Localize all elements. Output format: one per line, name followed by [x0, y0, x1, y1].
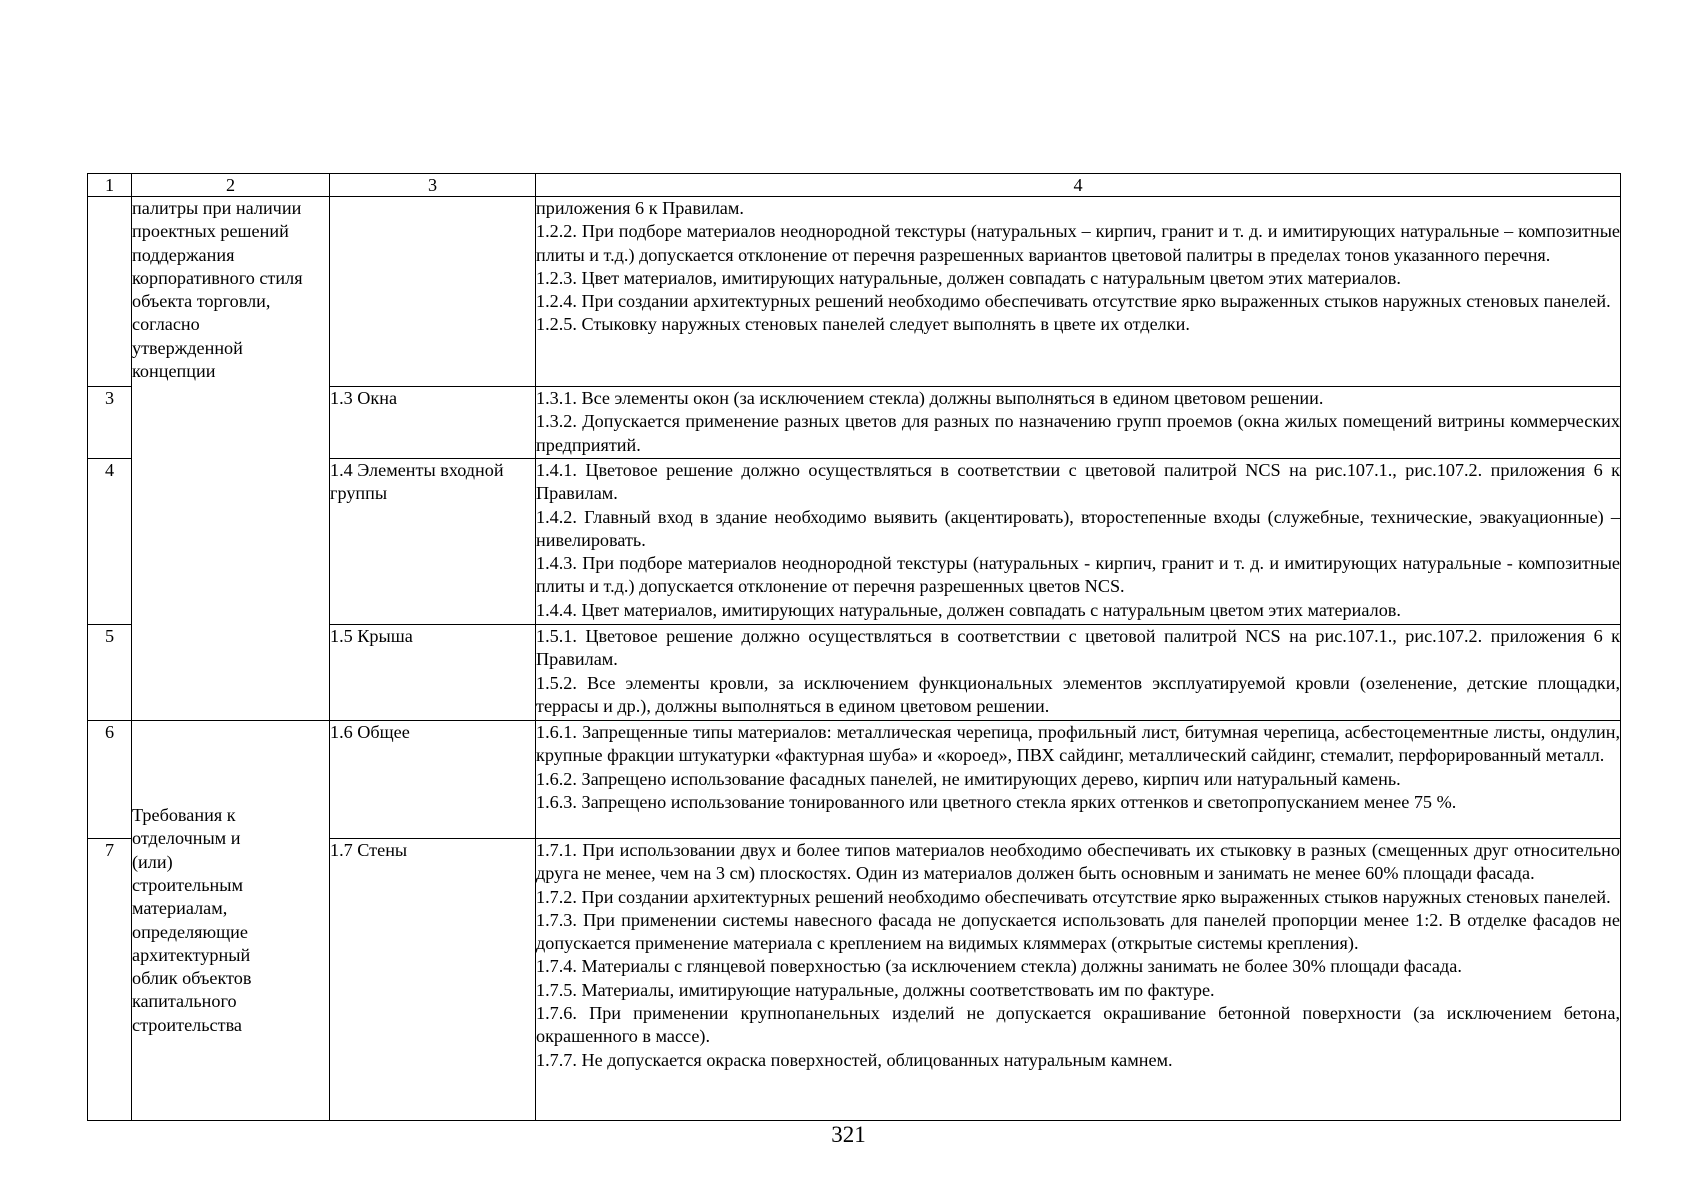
- requirement-item: приложения 6 к Правилам.: [536, 198, 744, 218]
- row-number: [88, 197, 132, 387]
- header-row: [88, 174, 1621, 197]
- section-label: 1.4 Элементы входной группы: [330, 459, 536, 625]
- requirements-cell: [536, 721, 1621, 839]
- requirement-item: 1.2.3. Цвет материалов, имитирующих натуральные, должен совпадать с натуральным цветом этих материалов.: [536, 267, 1401, 288]
- requirement-item: 1.5.2. Все элементы кровли, за исключением функциональных элементов эксплуатируемой кровли (озеленение, детские площадки, террасы и др.), должны выполняться в едином цветовом решении.: [536, 672, 1620, 716]
- group-color-palette: [132, 197, 330, 721]
- group-label: Требования к отделочным и (или) строительным материалам, определяющие архитектурный облик объектов капитального строительства: [132, 805, 252, 1035]
- requirement-item: 1.7.6. При применении крупнопанельных изделий не допускается окрашивание бетонной поверхности (за исключением бетона, окрашенного в массе).: [536, 1003, 1620, 1047]
- requirement-item: 1.7.4. Материалы с глянцевой поверхностью (за исключением стекла) должны занимать не более 30% площади фасада.: [536, 956, 1462, 977]
- section-label: 1.6 Общее: [330, 721, 536, 839]
- row-number: 4: [88, 459, 132, 625]
- header-cell-3: 3: [330, 174, 536, 197]
- requirements-cell: [536, 387, 1621, 459]
- requirement-item: 1.5.1. Цветовое решение должно осуществляться в соответствии с цветовой палитрой NCS на рис.107.1., рис.107.2. приложения 6 к Правилам.: [536, 626, 1620, 670]
- table-row: [88, 197, 1621, 387]
- requirement-item: 1.2.4. При создании архитектурных решений необходимо обеспечивать отсутствие ярко выраженных стыков наружных стеновых панелей.: [536, 291, 1611, 312]
- requirement-item: 1.4.2. Главный вход в здание необходимо выявить (акцентировать), второстепенные входы (служебные, технические, эвакуационные) – нивелировать.: [536, 506, 1620, 550]
- row-number: 6: [88, 721, 132, 839]
- requirement-item: 1.6.2. Запрещено использование фасадных панелей, не имитирующих дерево, кирпич или натуральный камень.: [536, 768, 1401, 789]
- table-row: [88, 721, 1621, 839]
- requirement-item: 1.7.2. При создании архитектурных решений необходимо обеспечивать отсутствие ярко выраженных стыков наружных стеновых панелей.: [536, 886, 1611, 907]
- requirement-item: 1.4.4. Цвет материалов, имитирующих натуральные, должен совпадать с натуральным цветом этих материалов.: [536, 599, 1401, 620]
- group-label: палитры при наличии проектных решений поддержания корпоративного стиля объекта торговли, согласно утвержденной концепции: [132, 198, 303, 382]
- header-cell-2: 2: [132, 174, 330, 197]
- section-label: 1.3 Окна: [330, 387, 536, 459]
- section-label: 1.5 Крыша: [330, 625, 536, 721]
- page-number: 321: [831, 1122, 866, 1147]
- row-number: 5: [88, 625, 132, 721]
- requirement-item: 1.6.1. Запрещенные типы материалов: металлическая черепица, профильный лист, битумная черепица, асбестоцементные листы, ондулин, крупные фракции штукатурки «фактурная шуба» и «короед», ПВХ сайдинг, металлический сайдинг, стемалит, перфорированный металл.: [536, 722, 1620, 766]
- requirement-item: 1.3.2. Допускается применение разных цветов для разных по назначению групп проемов (окна жилых помещений витрины коммерческих предприятий.: [536, 411, 1620, 455]
- section-label: 1.7 Стены: [330, 839, 536, 1121]
- row-number: 7: [88, 839, 132, 1121]
- requirement-item: 1.2.5. Стыковку наружных стеновых панелей следует выполнять в цвете их отделки.: [536, 314, 1190, 335]
- requirement-item: 1.3.1. Все элементы окон (за исключением стекла) должны выполняться в едином цветовом решении.: [536, 388, 1324, 408]
- header-cell-4: 4: [536, 174, 1621, 197]
- requirements-cell: [536, 459, 1621, 625]
- requirement-item: 1.7.5. Материалы, имитирующие натуральные, должны соответствовать им по фактуре.: [536, 979, 1215, 1000]
- requirements-cell: [536, 197, 1621, 387]
- group-materials: [132, 721, 330, 1121]
- header-cell-1: 1: [88, 174, 132, 197]
- section-label: [330, 197, 536, 387]
- requirement-item: 1.2.2. При подборе материалов неоднородной текстуры (натуральных – кирпич, гранит и т. д. и имитирующих натуральные – композитные плиты и т.д.) допускается отклонение от перечня разрешенных вариантов цветовой палитры в пределах тонов указанного перечня.: [536, 221, 1620, 265]
- requirement-item: 1.6.3. Запрещено использование тонированного или цветного стекла ярких оттенков и светопропусканием менее 75 %.: [536, 791, 1457, 812]
- requirements-cell: [536, 839, 1621, 1121]
- requirement-item: 1.7.1. При использовании двух и более типов материалов необходимо обеспечивать их стыковку в разных (смещенных друг относительно друга не менее, чем на 3 см) плоскостях. Один из материалов должен быть основным и занимать не менее 60% площади фасада.: [536, 840, 1620, 884]
- requirement-item: 1.7.7. Не допускается окраска поверхностей, облицованных натуральным камнем.: [536, 1049, 1173, 1070]
- requirement-item: 1.4.1. Цветовое решение должно осуществляться в соответствии с цветовой палитрой NCS на рис.107.1., рис.107.2. приложения 6 к Правилам.: [536, 460, 1620, 504]
- row-number: 3: [88, 387, 132, 459]
- requirements-cell: [536, 625, 1621, 721]
- requirements-table: [87, 173, 1621, 1121]
- requirement-item: 1.4.3. При подборе материалов неоднородной текстуры (натуральных - кирпич, гранит и т. д. и имитирующих натуральные - композитные плиты и т.д.) допускается отклонение от перечня разрешенных цветов NCS.: [536, 553, 1620, 597]
- requirement-item: 1.7.3. При применении системы навесного фасада не допускается использовать для панелей пропорции менее 1:2. В отделке фасадов не допускается применение материала с креплением на видимых кляммерах (открытые системы крепления).: [536, 909, 1620, 954]
